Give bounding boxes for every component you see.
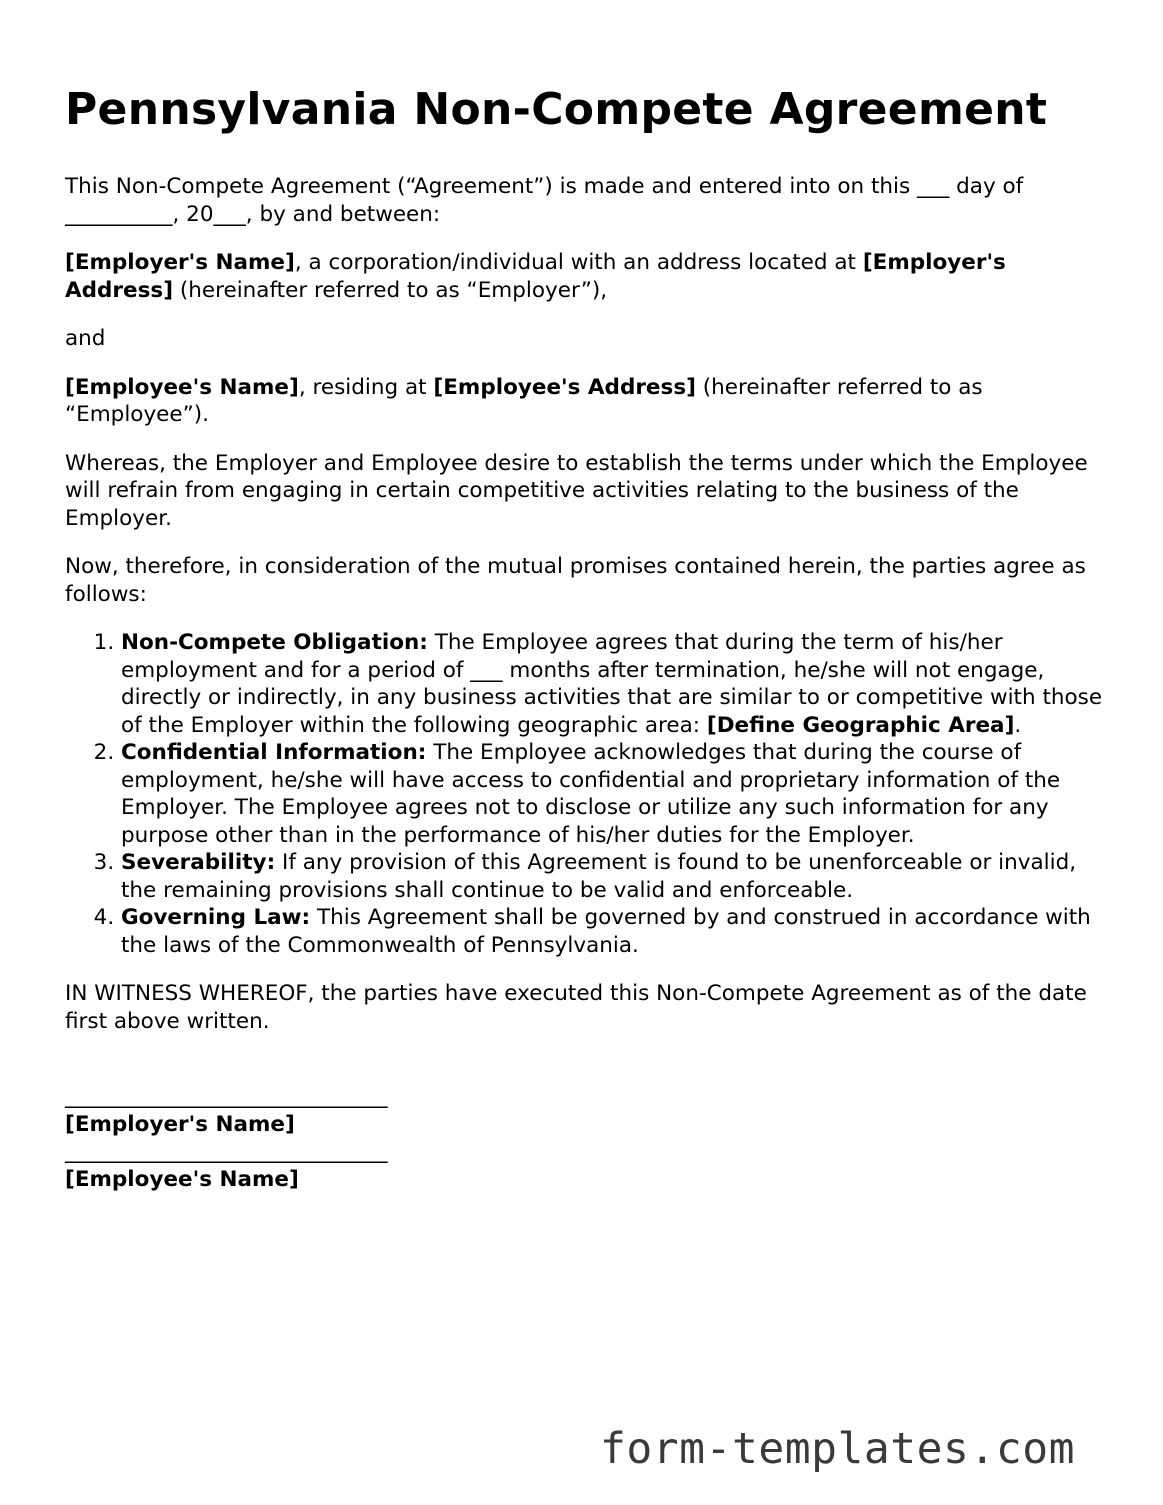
- now-therefore-paragraph: Now, therefore, in consideration of the mutual promises contained herein, the parties agree as follows:: [65, 554, 1086, 607]
- clause-text: This Agreement shall be governed by and construed in accordance with the laws of the Commonwealth of Pennsylvania.: [121, 905, 1091, 958]
- clause-item: [121, 849, 1105, 904]
- geographic-area-placeholder: [Define Geographic Area]: [706, 712, 1015, 738]
- employer-address-placeholder: [Employer's Address]: [65, 250, 1006, 303]
- employee-signature-line: ______________________________: [65, 1139, 388, 1164]
- and-text: and: [65, 326, 106, 351]
- clause-text: If any provision of this Agreement is found to be unenforceable or invalid, the remaining provisions shall continue to be valid and enforceable.: [121, 850, 1077, 903]
- witness-paragraph: IN WITNESS WHEREOF, the parties have executed this Non-Compete Agreement as of the date first above written.: [65, 981, 1087, 1034]
- whereas-paragraph: Whereas, the Employer and Employee desire to establish the terms under which the Employee will refrain from engaging in certain competitive activities relating to the business of the Employer.: [65, 450, 1088, 531]
- employee-party-paragraph: [65, 374, 1105, 429]
- employer-name-placeholder: [Employer's Name]: [65, 250, 295, 275]
- employer-signature-line: ______________________________: [65, 1084, 388, 1109]
- document-page: [65, 80, 1105, 1193]
- intro-paragraph: This Non-Compete Agreement (“Agreement”) is made and entered into on this ___ day of __________, 20___, by and between:: [65, 174, 1024, 227]
- employee-name-placeholder: [Employee's Name]: [65, 374, 299, 400]
- clause-item: [121, 904, 1105, 959]
- employee-address-placeholder: [Employee's Address]: [433, 374, 696, 400]
- signature-block: [65, 1083, 1105, 1193]
- employee-party-mid: , residing at: [298, 374, 434, 400]
- clause-heading: Non-Compete Obligation:: [121, 630, 428, 655]
- employer-party-mid: , a corporation/individual with an address located at: [294, 250, 863, 275]
- clause-text: The Employee acknowledges that during the course of employment, he/she will have access to confidential and proprietary information of the Employer. The Employee agrees not to disclose or utilize any such information for any purpose other than in the performance of his/her duties for the Employer.: [121, 740, 1061, 848]
- document-title: Pennsylvania Non-Compete Agreement: [65, 84, 1048, 135]
- clause-heading: Severability:: [121, 850, 276, 875]
- clauses-list: [65, 629, 1105, 959]
- clause-end: .: [1014, 712, 1022, 738]
- clause-text: The Employee agrees that during the term of his/her employment and for a period of ___ months after termination, he/she will not engage, directly or indirectly, in any business activities that are similar to or competitive with those of the Employer within the following geographic area:: [121, 630, 1103, 738]
- watermark-text: form-templates.com: [600, 1424, 1075, 1474]
- clause-item: [121, 629, 1105, 739]
- employee-signature-name: [Employee's Name]: [65, 1166, 299, 1192]
- employer-party-tail: (hereinafter referred to as “Employer”),: [173, 277, 608, 303]
- employer-party-paragraph: [65, 249, 1105, 304]
- employer-signature-name: [Employer's Name]: [65, 1111, 295, 1137]
- clause-item: [121, 739, 1105, 849]
- clause-heading: Governing Law:: [121, 905, 311, 930]
- clause-heading: Confidential Information:: [121, 740, 427, 765]
- employee-party-tail: (hereinafter referred to as “Employee”).: [65, 374, 983, 427]
